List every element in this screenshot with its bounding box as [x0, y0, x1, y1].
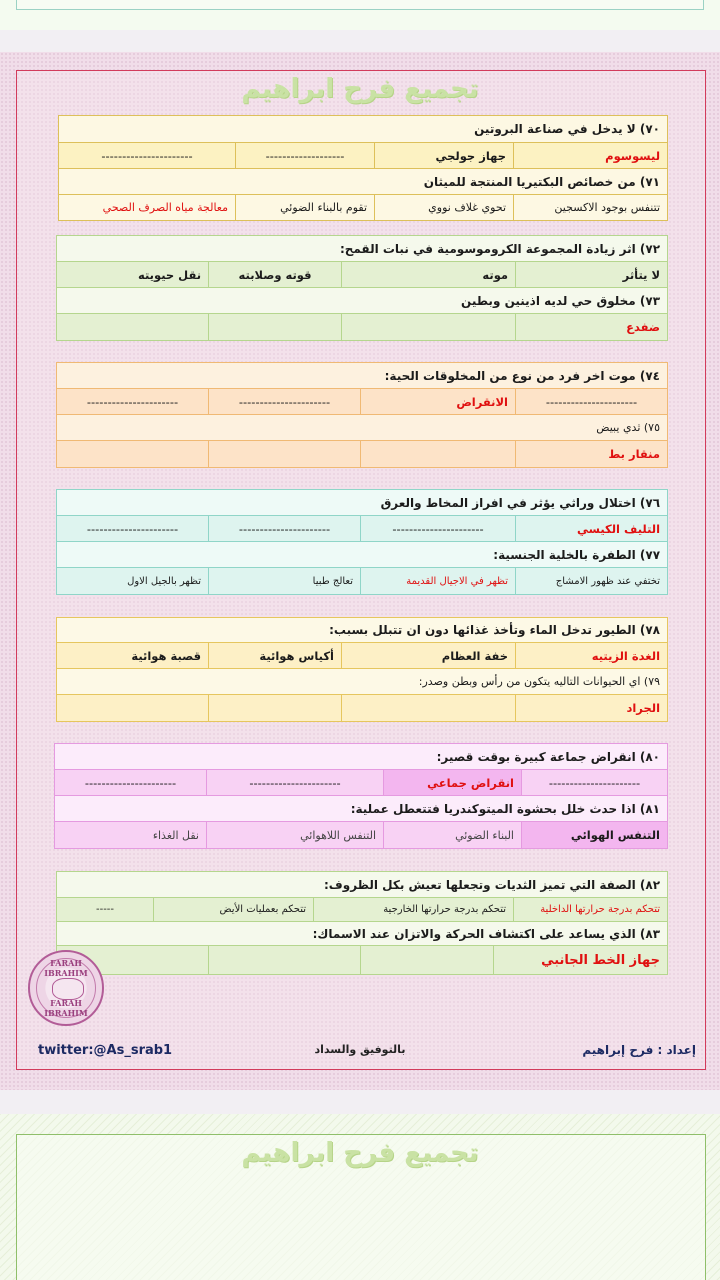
option-80-a: ---------------------- [522, 770, 668, 796]
answer-row-83 [56, 945, 668, 975]
option-75-c [209, 441, 361, 468]
stamp-text-top: FARAH IBRAHIM [44, 958, 88, 978]
option-78-b: خفة العظام [342, 643, 516, 669]
answer-83: جهاز الخط الجانبي [494, 946, 668, 975]
option-76-d: ---------------------- [57, 516, 209, 542]
question-72: ٧٢) اثر زيادة المجموعة الكروموسومية في نبات القمح: [57, 236, 668, 262]
option-82-c: تتحكم بعمليات الأيض [154, 898, 314, 922]
option-78-d: قصبة هوائية [57, 643, 209, 669]
option-71-a: تتنفس بوجود الاكسجين [514, 195, 668, 221]
page-gap [0, 30, 720, 52]
question-83: ٨٣) الذي يساعد على اكتشاف الحركة والاتزان عند الاسماك: [57, 922, 668, 947]
option-73-b [342, 314, 516, 341]
option-72-b: موته [342, 262, 516, 288]
option-78-c: أكياس هوائية [209, 643, 342, 669]
question-74: ٧٤) موت اخر فرد من نوع من المخلوقات الحية: [57, 363, 668, 389]
option-70-c: ------------------- [236, 143, 375, 169]
page-gap [0, 1090, 720, 1114]
option-83-c [209, 946, 361, 975]
option-72-a: لا يتأثر [516, 262, 668, 288]
option-81-d: نقل الغذاء [55, 822, 207, 849]
option-74-c: ---------------------- [209, 389, 361, 415]
option-77-d: تظهر بالجيل الاول [57, 568, 209, 595]
answer-73: ضفدع [516, 314, 668, 341]
question-79: ٧٩) اي الحيوانات التاليه يتكون من رأس وبطن وصدر: [57, 669, 668, 695]
previous-page-edge [0, 0, 720, 30]
answer-77: تظهر في الاجيال القديمة [361, 568, 516, 595]
question-75: ٧٥) ثدي يبيض [57, 415, 668, 441]
question-80: ٨٠) انقراض جماعة كبيرة بوقت قصير: [55, 744, 668, 770]
option-81-c: التنفس اللاهوائي [207, 822, 384, 849]
option-79-b [342, 695, 516, 722]
answer-81: التنفس الهوائي [522, 822, 668, 849]
credit-label: إعداد : [657, 1043, 696, 1057]
good-luck-text: بالتوفيق والسداد [314, 1043, 406, 1056]
option-73-d [57, 314, 209, 341]
option-73-c [209, 314, 342, 341]
option-74-d: ---------------------- [57, 389, 209, 415]
answer-78: الغدة الزيتيه [516, 643, 668, 669]
question-71: ٧١) من خصائص البكتيريا المنتجة للميثان [59, 169, 668, 195]
option-83-b [361, 946, 494, 975]
question-77: ٧٧) الطفرة بالخلية الجنسية: [57, 542, 668, 568]
option-71-c: تقوم بالبناء الضوئي [236, 195, 375, 221]
option-72-c: قوته وصلابته [209, 262, 342, 288]
answer-74: الانقراض [361, 389, 516, 415]
next-page-watermark: تجميع فرح ابراهيم [241, 1138, 479, 1168]
option-76-b: ---------------------- [361, 516, 516, 542]
answer-82: تتحكم بدرجة حرارتها الداخلية [514, 898, 668, 922]
answer-75: منقار بط [516, 441, 668, 468]
option-77-a: تختفي عند ظهور الامشاج [516, 568, 668, 595]
credit-name: فرح إبراهيم [582, 1043, 654, 1057]
stamp-text-bottom: FARAH IBRAHIM [44, 998, 88, 1018]
option-79-c [209, 695, 342, 722]
option-75-d [57, 441, 209, 468]
option-74-a: ---------------------- [516, 389, 668, 415]
option-77-c: تعالج طبيا [209, 568, 361, 595]
twitter-handle: twitter:@As_srab1 [38, 1043, 173, 1058]
question-78: ٧٨) الطيور تدخل الماء وتأخذ غذائها دون ان تتبلل بسبب: [57, 618, 668, 643]
question-block-80-81 [54, 743, 668, 849]
question-block-70-71 [58, 115, 668, 221]
option-75-b [361, 441, 516, 468]
answer-80: انقراض جماعي [384, 770, 522, 796]
option-70-d: ---------------------- [59, 143, 236, 169]
option-82-b: تتحكم بدرجة حرارتها الخارجية [314, 898, 514, 922]
option-76-c: ---------------------- [209, 516, 361, 542]
question-block-74-75 [56, 362, 668, 468]
question-73: ٧٣) مخلوق حي لديه اذينين وبطين [57, 288, 668, 314]
option-71-b: تحوي غلاف نووي [375, 195, 514, 221]
author-stamp-logo [28, 950, 104, 1026]
question-76: ٧٦) اختلال وراثي يؤثر في افراز المخاط والعرق [57, 490, 668, 516]
option-72-d: نقل حيويته [57, 262, 209, 288]
question-block-78-79 [56, 617, 668, 722]
option-81-b: البناء الضوئي [384, 822, 522, 849]
answer-76: التليف الكيسي [516, 516, 668, 542]
answer-70: ليسوسوم [514, 143, 668, 169]
question-81: ٨١) اذا حدث خلل بحشوة الميتوكندريا فتتعطل عملية: [55, 796, 668, 822]
option-80-d: ---------------------- [55, 770, 207, 796]
question-82: ٨٢) الصفة التي تميز الثديات وتجعلها تعيش بكل الظروف: [57, 872, 668, 898]
option-82-d: ----- [57, 898, 154, 922]
answer-71: معالجة مياه الصرف الصحي [59, 195, 236, 221]
answer-79: الجراد [516, 695, 668, 722]
question-block-72-73 [56, 235, 668, 341]
question-block-76-77 [56, 489, 668, 595]
option-79-d [57, 695, 209, 722]
question-70: ٧٠) لا يدخل في صناعة البروتين [59, 116, 668, 143]
option-80-c: ---------------------- [207, 770, 384, 796]
option-70-b: جهاز جولجي [375, 143, 514, 169]
question-block-82-83 [56, 871, 668, 947]
page-title-watermark: تجميع فرح ابراهيم [241, 74, 479, 104]
